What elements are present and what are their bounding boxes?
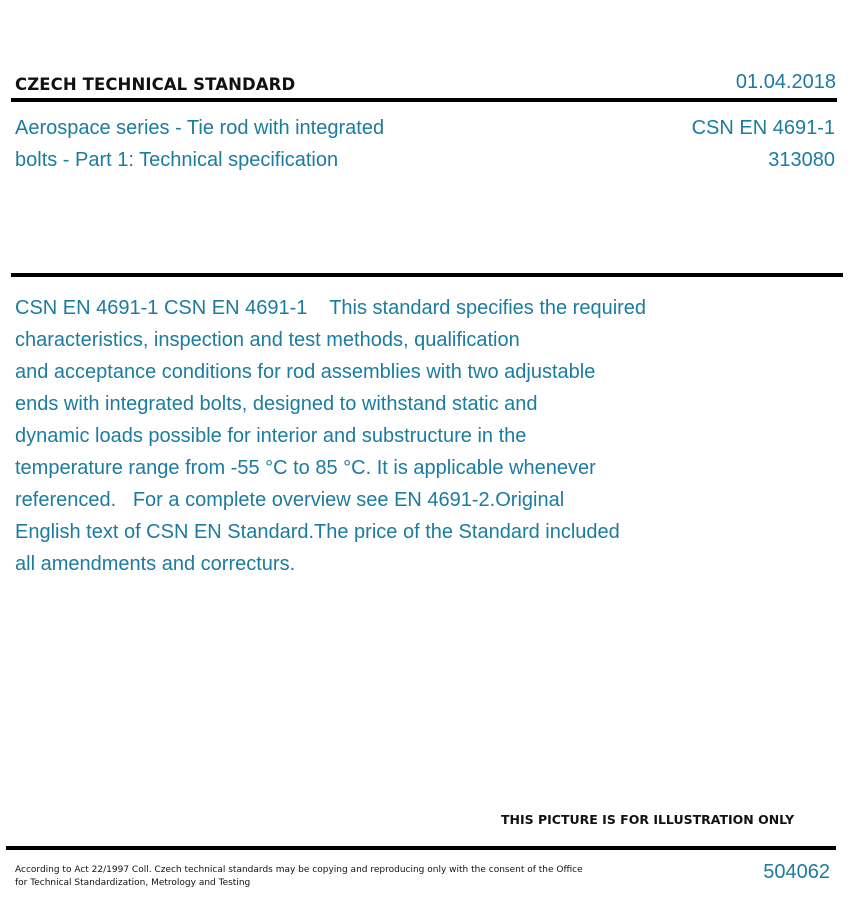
publication-date: 01.04.2018 [735,71,836,93]
abstract-line: characteristics, inspection and test methods, qualification [15,329,520,351]
illustration-disclaimer: THIS PICTURE IS FOR ILLUSTRATION ONLY [501,812,795,827]
middle-divider [11,273,843,277]
legal-notice-line: for Technical Standardization, Metrology and Testing [15,878,251,888]
top-divider [11,98,837,102]
classification-code: 313080 [768,149,835,171]
abstract-line: temperature range from -55 °C to 85 °C. It is applicable whenever [15,457,596,479]
abstract-line: all amendments and correcturs. [15,553,296,575]
document-id: 504062 [763,861,830,883]
abstract-text [15,292,715,580]
bottom-divider [6,846,836,850]
abstract-line: CSN EN 4691-1 CSN EN 4691-1 This standard specifies the required [15,297,647,319]
abstract-line: English text of CSN EN Standard.The price of the Standard included [15,521,620,543]
abstract-line: referenced. For a complete overview see EN 4691-2.Original [15,489,565,511]
standard-title-line-2: bolts - Part 1: Technical specification [15,149,339,171]
abstract-line: and acceptance conditions for rod assemblies with two adjustable [15,361,596,383]
standard-title-line-1: Aerospace series - Tie rod with integrated [15,117,385,139]
legal-notice [15,864,583,890]
document-type-label: CZECH TECHNICAL STANDARD [15,75,296,94]
standard-number: CSN EN 4691-1 [691,117,835,139]
abstract-line: ends with integrated bolts, designed to withstand static and [15,393,538,415]
abstract-line: dynamic loads possible for interior and substructure in the [15,425,527,447]
legal-notice-line: According to Act 22/1997 Coll. Czech technical standards may be copying and reproducing only with the consent of the Office [15,865,583,875]
